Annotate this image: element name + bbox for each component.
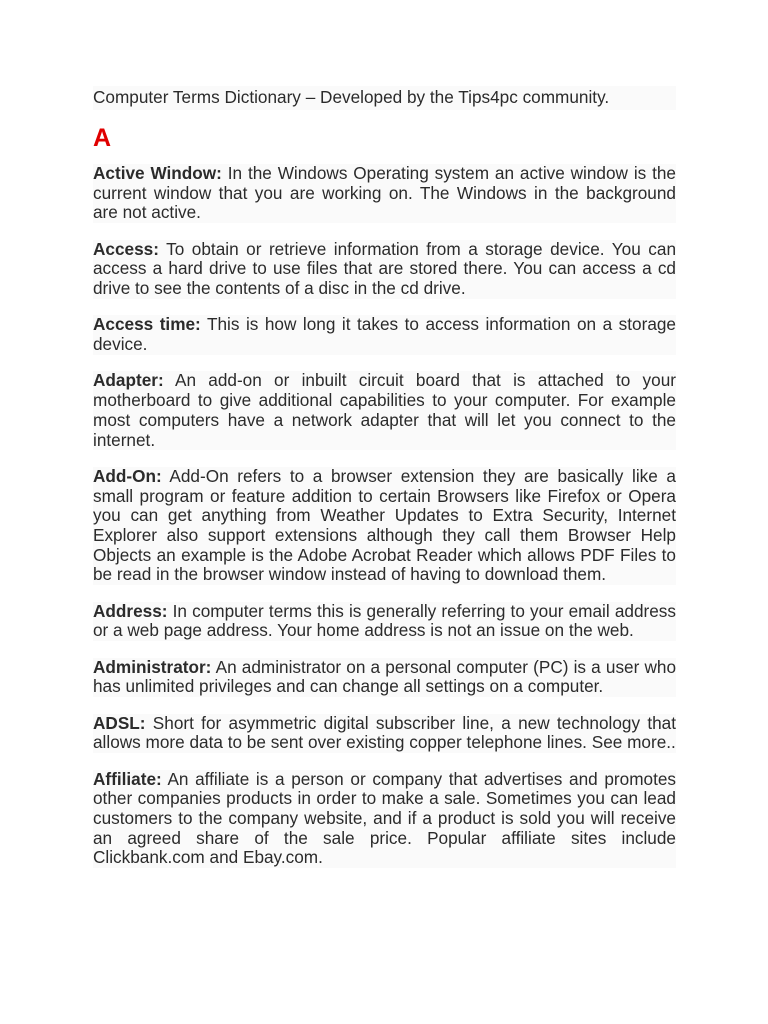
glossary-entry-adsl xyxy=(93,714,676,753)
title-suffix: Developed by the Tips4pc community. xyxy=(315,87,610,107)
entry-term: Adapter: xyxy=(93,370,164,391)
entry-definition: An affiliate is a person or company that advertises and promotes other companies products in order to make a sale. Sometimes you can lead customers to the company website, and if a product is sold you will receive an agreed share of the sale price. Popular affiliate sites include Clickbank.com and Ebay.com. xyxy=(93,768,676,868)
entry-definition: Short for asymmetric digital subscriber line, a new technology that allows more data to be sent over existing copper telephone lines. See more.. xyxy=(93,712,676,753)
entry-term: Add-On: xyxy=(93,465,162,486)
entry-definition: In the Windows Operating system an active window is the current window that you are working on. The Windows in the background are not active. xyxy=(93,163,676,223)
entry-definition: To obtain or retrieve information from a storage device. You can access a hard drive to use files that are stored there. You can access a cd drive to see the contents of a disc in the cd drive. xyxy=(93,238,676,299)
section-letter-heading: A xyxy=(93,124,112,152)
glossary-entry-affiliate xyxy=(93,770,676,869)
glossary-entry-active-window xyxy=(93,164,676,223)
glossary-entry-address xyxy=(93,602,676,641)
entry-definition: An add-on or inbuilt circuit board that is attached to your motherboard to give additional capabilities to your computer. For example most computers have a network adapter that will let you connect to the internet. xyxy=(93,370,676,450)
title-prefix: Computer Terms Dictionary xyxy=(93,87,306,107)
title-dash: – xyxy=(305,87,316,107)
entry-term: Access time: xyxy=(93,314,201,335)
glossary-entry-access-time xyxy=(93,315,676,354)
entry-definition: In computer terms this is generally referring to your email address or a web page address. Your home address is not an issue on the web. xyxy=(93,600,676,641)
entry-definition: This is how long it takes to access information on a storage device. xyxy=(93,314,676,355)
glossary-entry-adapter xyxy=(93,371,676,450)
document-page xyxy=(93,86,676,885)
glossary-entry-administrator xyxy=(93,658,676,697)
entry-term: Address: xyxy=(93,600,168,621)
entry-term: Administrator: xyxy=(93,656,212,677)
entry-term: ADSL: xyxy=(93,712,146,733)
entry-definition: An administrator on a personal computer (PC) is a user who has unlimited privileges and can change all settings on a computer. xyxy=(93,656,676,697)
entry-term: Affiliate: xyxy=(93,768,162,789)
document-title xyxy=(93,86,676,110)
glossary-entry-add-on xyxy=(93,467,676,585)
entry-term: Active Window: xyxy=(93,163,222,183)
glossary-entry-access xyxy=(93,240,676,299)
entry-definition: Add-On refers to a browser extension they are basically like a small program or feature addition to certain Browsers like Firefox or Opera you can get anything from Weather Updates to Extra Security, Internet Explorer also support extensions although they call them Browser Help Objects an example is the Adobe Acrobat Reader which allows PDF Files to be read in the browser window instead of having to download them. xyxy=(93,465,676,585)
entry-term: Access: xyxy=(93,238,159,259)
